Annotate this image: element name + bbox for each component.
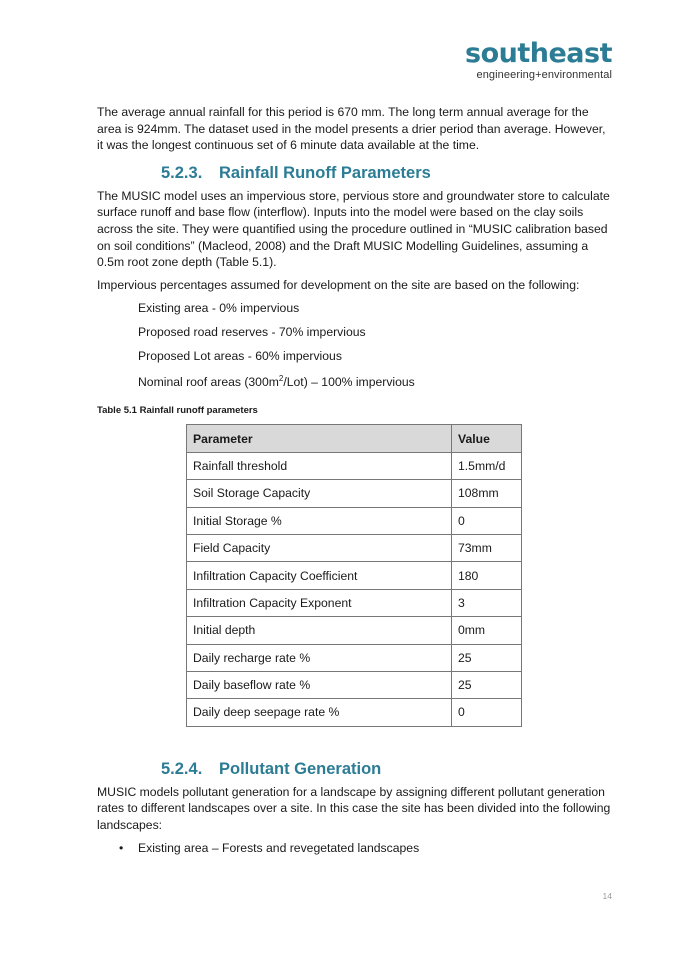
paragraph-impervious-intro: Impervious percentages assumed for development on the site are based on the following:	[97, 277, 580, 292]
table-header-row	[187, 425, 522, 452]
bullet-symbol: •	[119, 841, 124, 856]
paragraph-pollutant-generation: MUSIC models pollutant generation for a landscape by assigning different pollutant generation rates to different landscapes over a site. In this case the site has been divided into the following landscapes:	[97, 784, 611, 832]
rainfall-runoff-table	[186, 424, 522, 726]
roof-superscript: 2	[278, 374, 284, 384]
cell-value: 0mm	[452, 617, 522, 644]
page-number: 14	[602, 891, 612, 901]
cell-parameter: Initial depth	[187, 617, 452, 644]
table-row	[187, 644, 522, 671]
cell-value: 25	[452, 671, 522, 698]
header-value: Value	[452, 425, 522, 452]
cell-value: 180	[452, 562, 522, 589]
section-heading-pollutant-generation	[97, 759, 612, 779]
logo-tagline: engineering+environmental	[476, 69, 612, 81]
section-number: 5.2.3.	[161, 163, 203, 182]
roof-text-post: /Lot) – 100% impervious	[283, 375, 415, 390]
table-row	[187, 452, 522, 479]
logo-wordmark: southeast	[465, 38, 612, 69]
section-number: 5.2.4.	[161, 759, 203, 778]
table-caption: Table 5.1 Rainfall runoff parameters	[97, 404, 258, 416]
roof-text-pre: Nominal roof areas (300m	[138, 375, 279, 390]
section-title: Rainfall Runoff Parameters	[219, 163, 431, 182]
cell-parameter: Soil Storage Capacity	[187, 480, 452, 507]
cell-value: 25	[452, 644, 522, 671]
cell-value: 0	[452, 507, 522, 534]
table-row	[187, 507, 522, 534]
paragraph-music-model: The MUSIC model uses an impervious store, pervious store and groundwater store to calculate surface runoff and base flow (interflow). Inputs into the model were based on the clay soils across the site. They were quantified using the procedure outlined in “MUSIC calibration based on soil conditions” (Macleod, 2008) and the Draft MUSIC Modelling Guidelines, assuming a 0.5m root zone depth (Table 5.1).	[97, 188, 610, 270]
cell-parameter: Rainfall threshold	[187, 452, 452, 479]
cell-parameter: Daily baseflow rate %	[187, 671, 452, 698]
impervious-item-lot: Proposed Lot areas - 60% impervious	[138, 348, 342, 363]
bullet-text: Existing area – Forests and revegetated landscapes	[138, 841, 420, 856]
table-row	[187, 480, 522, 507]
company-logo	[465, 40, 612, 81]
section-heading-rainfall-runoff	[97, 163, 612, 183]
cell-value: 108mm	[452, 480, 522, 507]
cell-value: 1.5mm/d	[452, 452, 522, 479]
table-row	[187, 671, 522, 698]
list-item	[97, 840, 612, 857]
page-content	[97, 104, 612, 857]
cell-parameter: Initial Storage %	[187, 507, 452, 534]
cell-parameter: Daily deep seepage rate %	[187, 699, 452, 726]
cell-parameter: Field Capacity	[187, 534, 452, 561]
cell-value: 73mm	[452, 534, 522, 561]
table-row	[187, 534, 522, 561]
impervious-item-road: Proposed road reserves - 70% impervious	[138, 324, 366, 339]
impervious-item-roof	[97, 371, 612, 391]
cell-parameter: Daily recharge rate %	[187, 644, 452, 671]
section-title: Pollutant Generation	[219, 759, 382, 778]
paragraph-rainfall-average: The average annual rainfall for this period is 670 mm. The long term annual average for the area is 924mm. The dataset used in the model presents a drier period than average. However, it was the longest continuous set of 6 minute data available at the time.	[97, 105, 606, 153]
impervious-item-existing: Existing area - 0% impervious	[138, 301, 300, 316]
table-row	[187, 589, 522, 616]
cell-value: 3	[452, 589, 522, 616]
table-row	[187, 617, 522, 644]
table-row	[187, 699, 522, 726]
table-row	[187, 562, 522, 589]
cell-value: 0	[452, 699, 522, 726]
cell-parameter: Infiltration Capacity Coefficient	[187, 562, 452, 589]
header-parameter: Parameter	[187, 425, 452, 452]
cell-parameter: Infiltration Capacity Exponent	[187, 589, 452, 616]
